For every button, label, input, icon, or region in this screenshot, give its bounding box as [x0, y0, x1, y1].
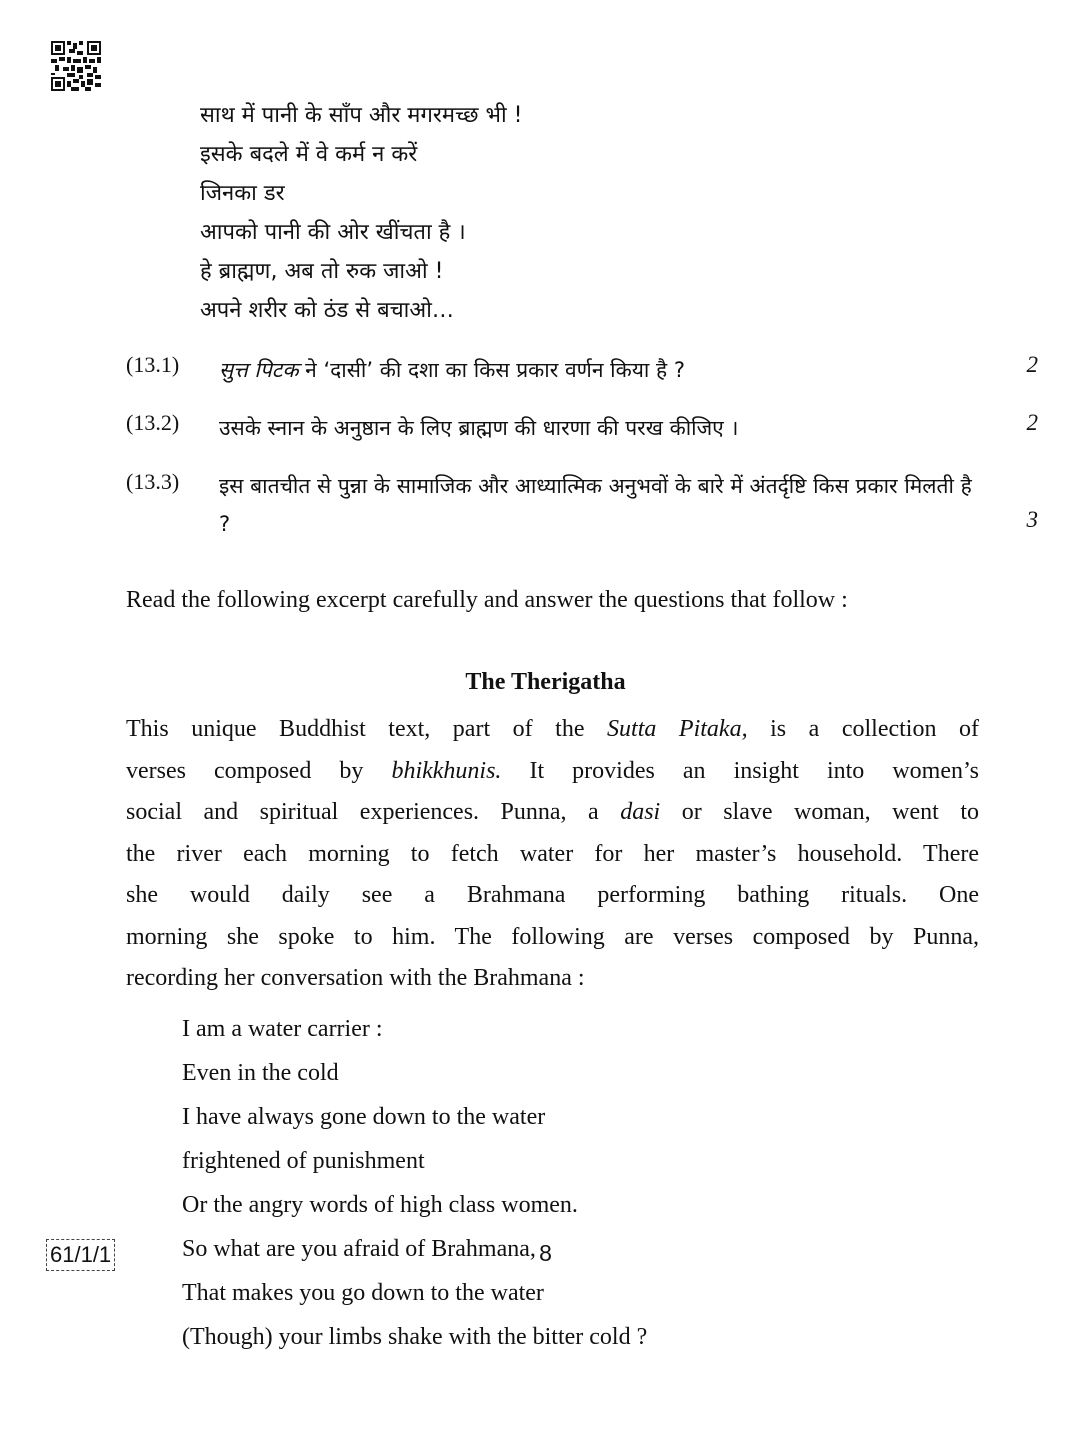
hindi-poem-line: इसके बदले में वे कर्म न करें [200, 142, 418, 167]
instruction-text: Read the following excerpt carefully and answer the questions that follow : [126, 587, 848, 613]
text-run: This unique Buddhist text, part of the [126, 716, 608, 742]
text-run: verses composed by [126, 757, 392, 784]
text-run-italic: Sutta Pitaka, [607, 716, 748, 742]
paragraph-line [126, 792, 979, 834]
english-poem-line: (Though) your limbs shake with the bitter cold ? [182, 1324, 648, 1350]
question-text: उसके स्नान के अनुष्ठान के लिए ब्राह्मण की धारणा की परख कीजिए । [219, 416, 739, 440]
paper-code: 61/1/1 [46, 1239, 115, 1271]
question-number: (13.1) [126, 352, 180, 377]
hindi-poem-line: साथ में पानी के साँप और मगरमच्छ भी ! [200, 103, 523, 128]
text-run: It provides an insight into women’s [501, 757, 979, 784]
excerpt-paragraph [126, 709, 979, 1000]
hindi-poem-line: हे ब्राह्मण, अब तो रुक जाओ ! [200, 259, 444, 284]
english-poem-line: frightened of punishment [182, 1148, 425, 1174]
hindi-poem-line: अपने शरीर को ठंड से बचाओ… [200, 298, 454, 323]
question-text: इस बातचीत से पुन्ना के सामाजिक और आध्यात्मिक अनुभवों के बारे में अंतर्दृष्टि किस प्रकार मिलती है ? [219, 474, 972, 536]
hindi-poem-line: आपको पानी की ओर खींचता है । [200, 220, 466, 245]
page-number: 8 [539, 1240, 552, 1266]
paragraph-line: she would daily see a Brahmana performing bathing rituals. One [126, 882, 979, 908]
english-poem-line: That makes you go down to the water [182, 1280, 544, 1306]
question-text-italic: सुत्त पिटक [219, 358, 299, 382]
english-poem [182, 1007, 647, 1359]
question-marks: 2 [1026, 352, 1038, 377]
excerpt-heading: The Therigatha [465, 669, 626, 695]
hindi-poem [200, 96, 523, 330]
english-poem-line: I have always gone down to the water [182, 1104, 546, 1130]
text-run: social and spiritual experiences. Punna, a [126, 799, 621, 825]
question-marks: 3 [1026, 507, 1038, 532]
hindi-poem-line: जिनका डर [200, 181, 285, 206]
paragraph-line: recording her conversation with the Brahmana : [126, 965, 585, 991]
english-poem-line: So what are you afraid of Brahmana, [182, 1236, 536, 1262]
text-run-italic: bhikkhunis. [391, 757, 502, 784]
english-poem-line: I am a water carrier : [182, 1016, 383, 1042]
question-text [219, 351, 979, 389]
qr-code [51, 41, 101, 91]
question-marks: 2 [1026, 410, 1038, 435]
question-number: (13.2) [126, 410, 180, 435]
text-run-italic: dasi [620, 799, 661, 825]
english-poem-line: Even in the cold [182, 1060, 339, 1086]
paragraph-line [126, 751, 979, 793]
text-run: or slave woman, went to [660, 799, 979, 825]
question-text-rest: ने ‘दासी’ की दशा का किस प्रकार वर्णन किया है ? [298, 358, 685, 382]
question-number: (13.3) [126, 469, 180, 494]
paragraph-line: morning she spoke to him. The following are verses composed by Punna, [126, 923, 979, 950]
text-run: is a collection of [747, 716, 980, 742]
english-poem-line: Or the angry words of high class women. [182, 1192, 578, 1218]
paragraph-line [126, 709, 979, 751]
paragraph-line: the river each morning to fetch water for her master’s household. There [126, 840, 979, 867]
